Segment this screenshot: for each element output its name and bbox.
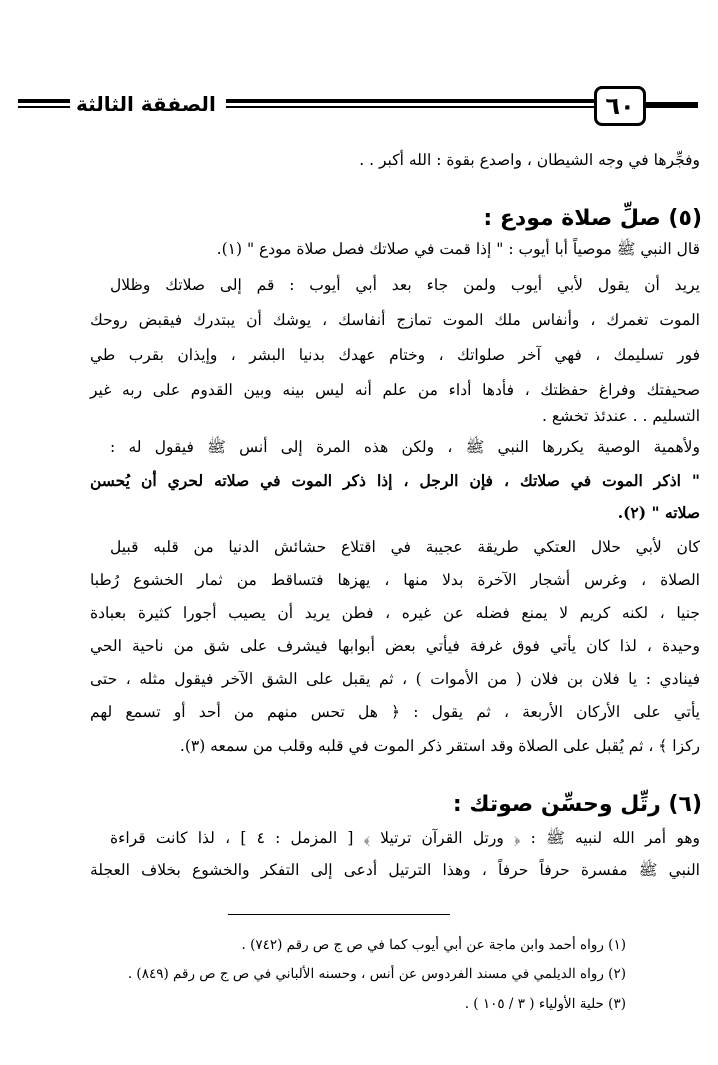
- text-line: ركزا ﴾ ، ثم يُقبل على الصلاة وقد استقر ذكر الموت في قلبه وقلب من سمعه (٣).: [179, 737, 700, 755]
- text-line: وفجِّرها في وجه الشيطان ، واصدع بقوة : الله أكبر . .: [359, 151, 700, 169]
- text-line: يأتي على الأركان الأربعة ، ثم يقول : ﴿ هل تحس منهم من أحد أو تسمع لهم: [90, 703, 700, 721]
- footnote-2: (٢) رواه الديلمي في مسند الفردوس عن أنس ، وحسنه الألباني في ص ج ص رقم (٨٤٩) .: [127, 966, 626, 982]
- text-line: كان لأبي حلال العتكي طريقة عجيبة في اقتلاع حشائش الدنيا من قلبه قبيل: [110, 538, 700, 556]
- page-number: ٦٠: [594, 86, 646, 126]
- text-line: وحيدة ، لذا كان يأتي فوق غرفة فيأتي بعض أبوابها فيشرف على شق من ناحية الحي: [90, 637, 700, 655]
- text-line: صلاته " (٢).: [617, 503, 700, 522]
- text-line: صحيفتك وفراغ حفظتك ، فأدها أداء من علم أنه ليس بينه وبين القدوم على ربه غير: [90, 381, 700, 399]
- text-line: فينادي : يا فلان بن فلان ( من الأموات ) ، ثم يقبل على الشق الآخر فيقول مثله ، حتى: [90, 670, 700, 688]
- text-line: " اذكر الموت في صلاتك ، فإن الرجل ، إذا ذكر الموت في صلاته لحري أن يُحسن: [90, 471, 700, 490]
- text-line: ولأهمية الوصية يكررها النبي ﷺ ، ولكن هذه المرة إلى أنس ﷺ فيقول له :: [110, 438, 700, 456]
- text-line: التسليم . . عندئذ تخشع .: [542, 407, 700, 425]
- chapter-title: الصفقة الثالثة: [76, 92, 216, 116]
- text-line: النبي ﷺ مفسرة حرفاً حرفاً ، وهذا الترتيل أدعى إلى التفكر والخشوع بخلاف العجلة: [90, 861, 700, 879]
- text-line: جنيا ، لكنه كريم لا يمنع فضله عن غيره ، فطن يريد أن يصيب أجورا كثيرة بعبادة: [90, 604, 700, 622]
- footnote-separator: [228, 914, 450, 915]
- text-line: الصلاة ، وغرس أشجار الآخرة بدلا منها ، يهزها فتساقط من ثمار الخشوع رُطبا: [90, 571, 700, 589]
- section-heading-5: (٥) صلِّ صلاة مودع :: [483, 206, 702, 231]
- text-line: وهو أمر الله لنبيه ﷺ : ﴿ ورتل القرآن ترتيلا ﴾ [ المزمل : ٤ ] ، لذا كانت قراءة: [110, 829, 700, 847]
- text-line: يريد أن يقول لأبي أيوب ولمن جاء بعد أبي أيوب : قم إلى صلاتك وظلال: [110, 276, 700, 294]
- text-line: فور تسليمك ، فهي آخر صلواتك ، وختام عهدك بدنيا البشر ، وإيذان بقرب طي: [90, 346, 700, 364]
- text-line: قال النبي ﷺ موصياً أبا أيوب : " إذا قمت في صلاتك فصل صلاة مودع " (١).: [216, 240, 700, 258]
- section-heading-6: (٦) رتِّل وحسِّن صوتك :: [452, 792, 702, 817]
- header-rule-middle-thin: [226, 106, 594, 108]
- header-rule-left-thin: [18, 106, 70, 108]
- page-header: [18, 86, 698, 130]
- header-rule-left: [18, 99, 70, 103]
- footnote-1: (١) رواه أحمد وابن ماجة عن أبي أيوب كما في ص ج ص رقم (٧٤٢) .: [241, 937, 626, 953]
- header-rule-middle: [226, 99, 594, 103]
- header-rule-right: [644, 102, 698, 108]
- footnote-3: (٣) حلية الأولياء ( ٣ / ١٠٥ ) .: [464, 996, 626, 1012]
- text-line: الموت تغمرك ، وأنفاس ملك الموت تمازج أنفاسك ، يوشك أن يبتدرك فيقبض روحك: [90, 311, 700, 329]
